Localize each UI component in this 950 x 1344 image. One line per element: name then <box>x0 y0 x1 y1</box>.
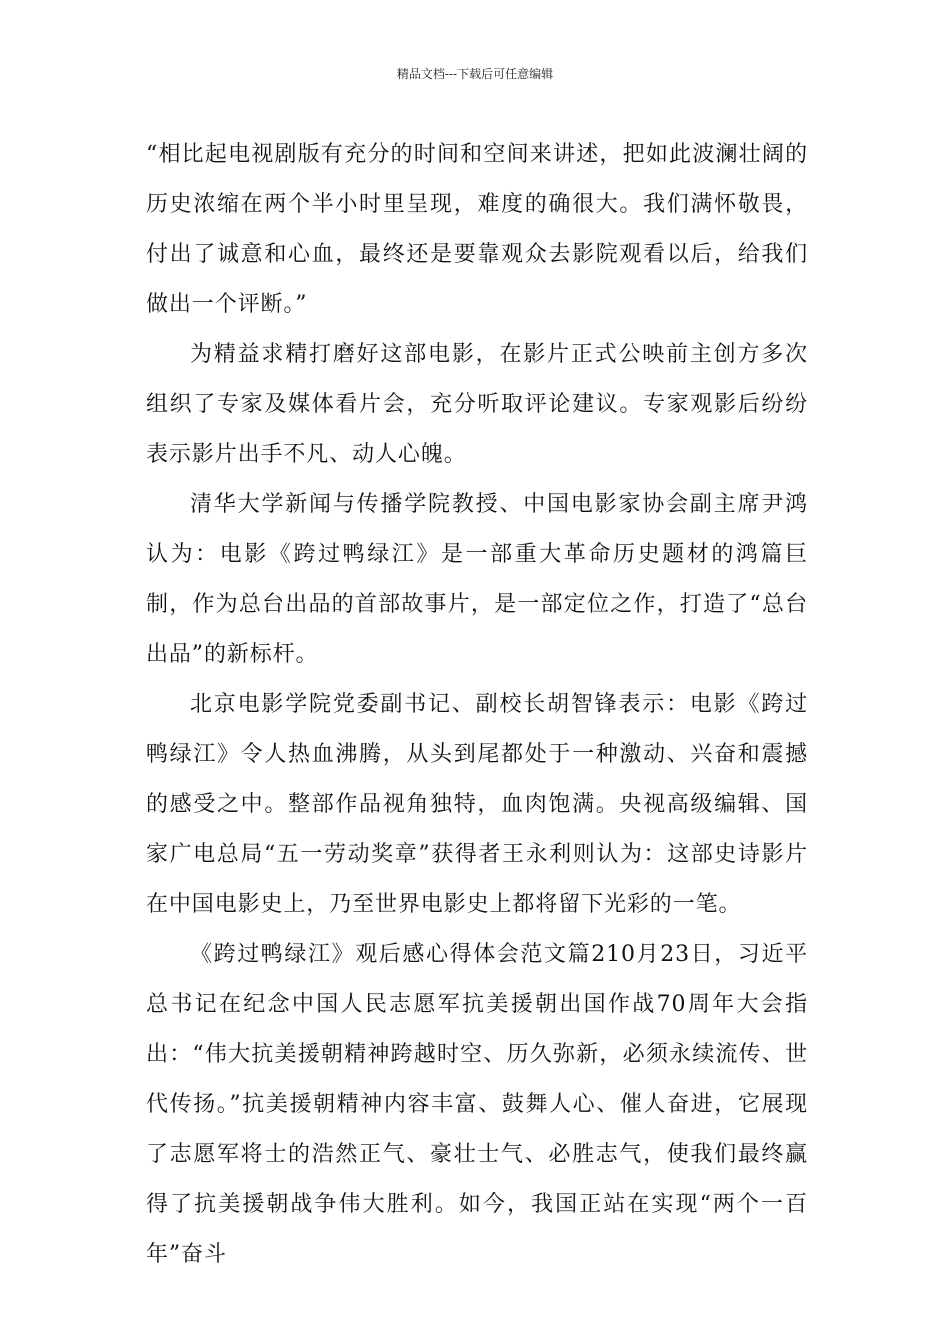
paragraph-quote: “相比起电视剧版有充分的时间和空间来讲述，把如此波澜壮阔的历史浓缩在两个半小时里呈现，难度的确很大。我们满怀敬畏，付出了诚意和心血，最终还是要靠观众去影院观看以后，给我们做出一个评断。” <box>146 142 808 317</box>
paragraph-yin-hong: 清华大学新闻与传播学院教授、中国电影家协会副主席尹鸿认为：电影《跨过鸭绿江》是一部重大革命历史题材的鸿篇巨制，作为总台出品的首部故事片，是一部定位之作，打造了“总台出品”的新标杆。 <box>146 492 808 667</box>
page-header: 精品文档---下载后可任意编辑 <box>396 67 554 81</box>
document-body <box>146 130 808 1280</box>
paragraph-screening: 为精益求精打磨好这部电影，在影片正式公映前主创方多次组织了专家及媒体看片会，充分听取评论建议。专家观影后纷纷表示影片出手不凡、动人心魄。 <box>146 342 808 467</box>
paragraph-hu-zhifeng: 北京电影学院党委副书记、副校长胡智锋表示：电影《跨过鸭绿江》令人热血沸腾，从头到尾都处于一种激动、兴奋和震撼的感受之中。整部作品视角独特，血肉饱满。央视高级编辑、国家广电总局“五一劳动奖章”获得者王永利则认为：这部史诗影片在中国电影史上，乃至世界电影史上都将留下光彩的一笔。 <box>146 692 808 917</box>
paragraph-essay-2: 《跨过鸭绿江》观后感心得体会范文篇210月23日，习近平总书记在纪念中国人民志愿军抗美援朝出国作战70周年大会指出：“伟大抗美援朝精神跨越时空、历久弥新，必须永续流传、世代传扬。”抗美援朝精神内容丰富、鼓舞人心、催人奋进，它展现了志愿军将士的浩然正气、豪壮士气、必胜志气，使我们最终赢得了抗美援朝战争伟大胜利。如今，我国正站在实现“两个一百年”奋斗 <box>146 942 808 1267</box>
